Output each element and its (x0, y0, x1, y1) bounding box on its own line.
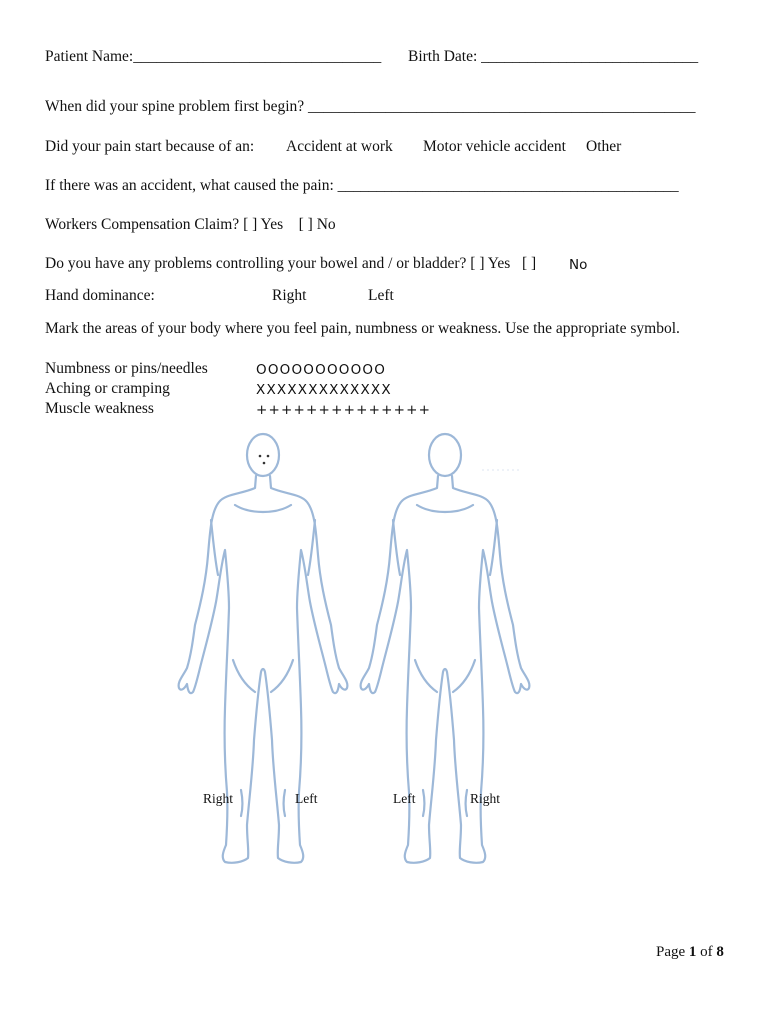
legend-symbol-aching: XXXXXXXXXXXXX (256, 382, 392, 398)
bowel-bladder-question[interactable]: Do you have any problems controlling your bowel and / or bladder? [ ] Yes [ ] (45, 255, 537, 272)
accident-cause-question[interactable]: If there was an accident, what caused the pain: ____________________________________________ (45, 177, 679, 194)
page-total: 8 (716, 944, 724, 960)
legend-label-aching: Aching or cramping (45, 380, 170, 397)
page-prefix: Page (656, 944, 689, 960)
option-accident-at-work[interactable]: Accident at work (286, 138, 393, 155)
bowel-bladder-no[interactable]: No (569, 257, 588, 273)
back-body-outline (361, 434, 530, 863)
legend-label-weakness: Muscle weakness (45, 400, 154, 417)
patient-name-field[interactable]: Patient Name:________________________________ (45, 48, 382, 65)
legend-symbol-numbness: OOOOOOOOOOO (256, 362, 387, 378)
option-other[interactable]: Other (586, 138, 622, 155)
hand-left-option[interactable]: Left (368, 287, 394, 304)
hand-dominance-label: Hand dominance: (45, 287, 155, 304)
pain-start-question: Did your pain start because of an: (45, 138, 255, 155)
hand-right-option[interactable]: Right (272, 287, 307, 304)
face-dot-eye-left (259, 455, 262, 458)
front-figure-right-label: Right (203, 791, 234, 806)
spine-problem-question[interactable]: When did your spine problem first begin? __________________________________________________ (45, 98, 696, 115)
face-dot-eye-right (267, 455, 270, 458)
workers-comp-question[interactable]: Workers Compensation Claim? [ ] Yes [ ] No (45, 216, 336, 233)
face-dot-nose (263, 462, 266, 465)
front-figure-left-label: Left (295, 791, 318, 806)
page-number (656, 944, 724, 961)
back-figure-left-label: Left (393, 791, 416, 806)
page-current: 1 (688, 944, 697, 960)
page-of: of (696, 944, 717, 960)
birth-date-field[interactable]: Birth Date: ____________________________ (408, 48, 699, 65)
legend-label-numbness: Numbness or pins/needles (45, 360, 208, 377)
legend-symbol-weakness: ++++++++++++++ (256, 402, 432, 418)
instructions-text: Mark the areas of your body where you feel pain, numbness or weakness. Use the appropriate symbol. (45, 320, 680, 337)
back-figure-right-label: Right (470, 791, 501, 806)
option-motor-vehicle-accident[interactable]: Motor vehicle accident (423, 138, 566, 155)
